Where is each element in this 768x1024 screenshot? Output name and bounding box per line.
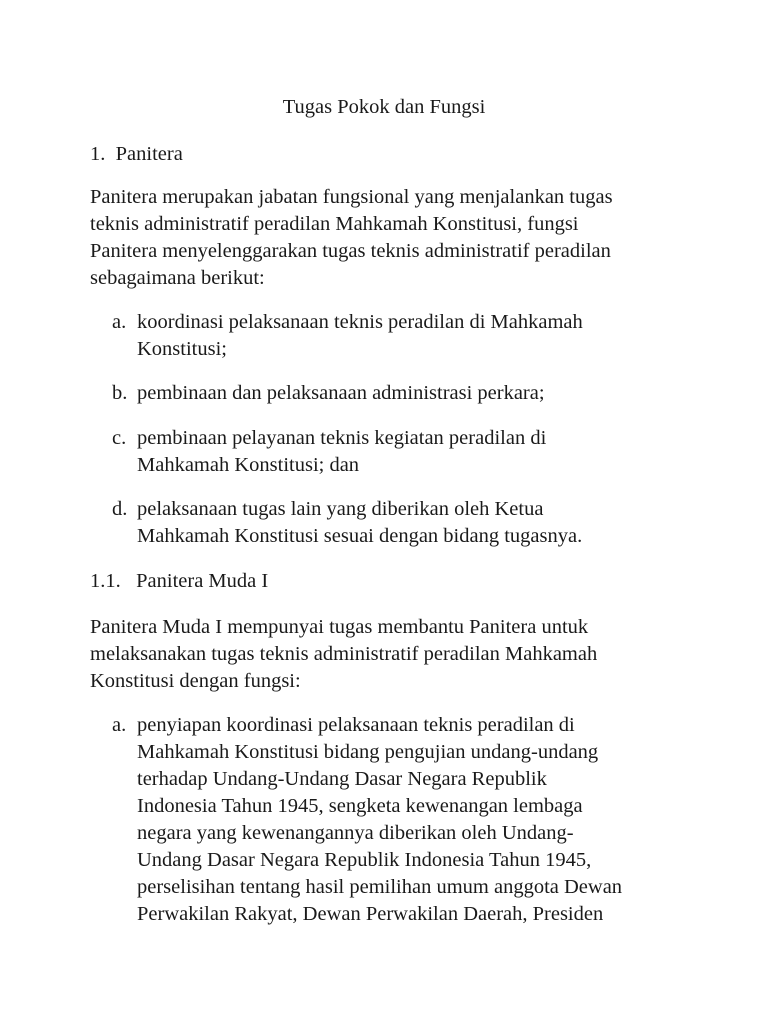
list-item-line: Mahkamah Konstitusi bidang pengujian undang-undang [137, 741, 599, 763]
document-title: Tugas Pokok dan Fungsi [282, 96, 486, 118]
section-1-1-number: 1.1. [90, 570, 121, 592]
list-item-b [112, 380, 702, 407]
section-1-intro [90, 184, 690, 292]
paragraph-line: Konstitusi dengan fungsi: [90, 670, 301, 692]
list-item-c [112, 425, 702, 479]
list-item-line: perselisihan tentang hasil pemilihan umum anggota Dewan [137, 876, 623, 898]
list-item-line: pelaksanaan tugas lain yang diberikan oleh Ketua [137, 498, 544, 520]
list-item-line: Konstitusi; [137, 338, 227, 360]
section-1-number: 1. [90, 143, 106, 165]
list-item-line: Mahkamah Konstitusi sesuai dengan bidang tugasnya. [137, 525, 583, 547]
section-1-1-title: Panitera Muda I [136, 570, 269, 592]
list-item-line: Perwakilan Rakyat, Dewan Perwakilan Daerah, Presiden [137, 903, 604, 925]
section-1-heading [90, 141, 183, 168]
list-item-line: koordinasi pelaksanaan teknis peradilan di Mahkamah [137, 311, 583, 333]
paragraph-line: Panitera merupakan jabatan fungsional yang menjalankan tugas [90, 186, 613, 208]
list-item-a [112, 309, 702, 363]
list-item-line: terhadap Undang-Undang Dasar Negara Republik [137, 768, 547, 790]
list-item-line: negara yang kewenangannya diberikan oleh Undang- [137, 822, 574, 844]
list-item-line: Indonesia Tahun 1945, sengketa kewenangan lembaga [137, 795, 583, 817]
paragraph-line: sebagaimana berikut: [90, 267, 265, 289]
list-marker: a. [112, 714, 127, 736]
list-item-line: Undang Dasar Negara Republik Indonesia Tahun 1945, [137, 849, 592, 871]
list-item-line: pembinaan pelayanan teknis kegiatan peradilan di [137, 427, 547, 449]
paragraph-line: teknis administratif peradilan Mahkamah Konstitusi, fungsi [90, 213, 579, 235]
section-1-1-heading [90, 568, 268, 595]
list-marker: a. [112, 311, 127, 333]
paragraph-line: Panitera Muda I mempunyai tugas membantu Panitera untuk [90, 616, 589, 638]
list-marker: c. [112, 427, 127, 449]
list-item-line: pembinaan dan pelaksanaan administrasi perkara; [137, 382, 545, 404]
list-item-a [112, 712, 702, 928]
paragraph-line: Panitera menyelenggarakan tugas teknis administratif peradilan [90, 240, 611, 262]
list-marker: b. [112, 382, 128, 404]
section-1-title: Panitera [115, 143, 183, 165]
paragraph-line: melaksanakan tugas teknis administratif peradilan Mahkamah [90, 643, 598, 665]
section-1-1-intro [90, 614, 690, 695]
list-item-line: penyiapan koordinasi pelaksanaan teknis peradilan di [137, 714, 575, 736]
list-marker: d. [112, 498, 128, 520]
list-item-d [112, 496, 702, 550]
list-item-line: Mahkamah Konstitusi; dan [137, 454, 360, 476]
